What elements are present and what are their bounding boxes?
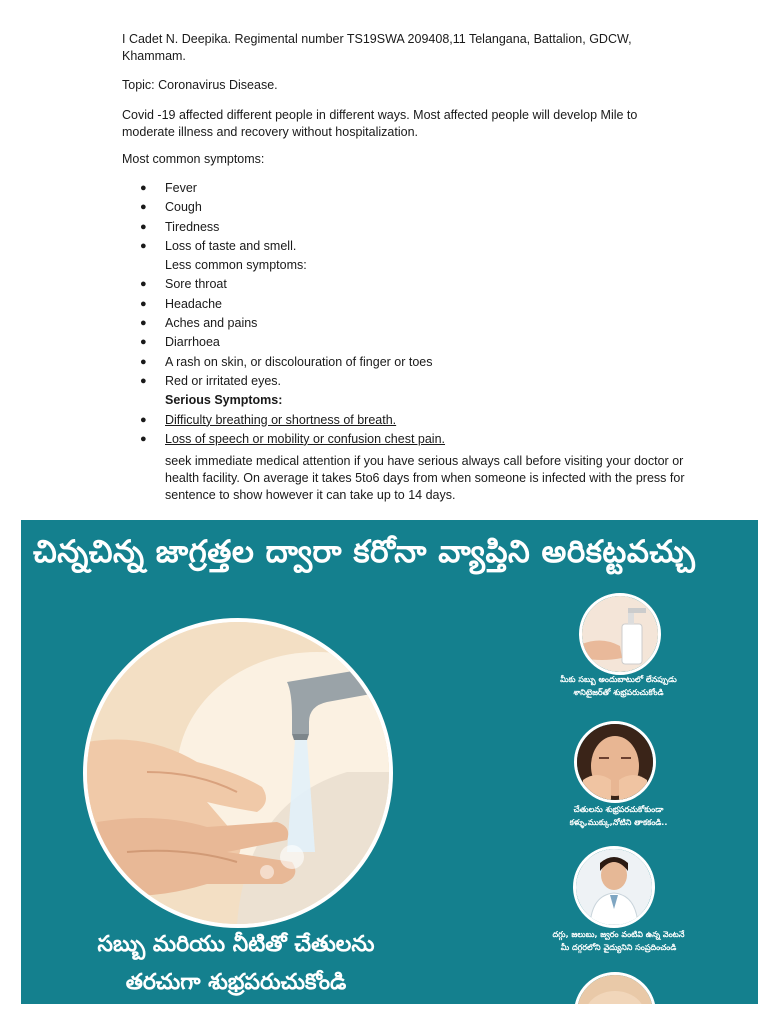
bullet-icon: ●	[140, 374, 147, 387]
bullet-icon: ●	[140, 297, 147, 310]
handwashing-illustration	[87, 622, 389, 924]
list-item: ● Aches and pains	[140, 316, 258, 331]
tip-doctor-line-2: మీ దగ్గరలోని వైద్యునిని సంప్రదించండి	[560, 943, 677, 952]
poster-title: చిన్నచిన్న జాగ్రత్తల ద్వారా కరోనా వ్యాప్తిని అరికట్టవచ్చు	[33, 534, 696, 570]
tip-face	[516, 803, 721, 829]
bullet-icon: ●	[140, 317, 147, 330]
covid-paragraph: Covid -19 affected different people in different ways. Most affected people will develop Mile to moderate illness and recovery without hospitalization.	[122, 108, 638, 139]
list-item: ● Headache	[140, 296, 222, 311]
tip-face-line-2: కళ్ళు,ముక్కు,నోటిని తాకకండి..	[569, 818, 668, 827]
bullet-icon: ●	[140, 239, 147, 252]
topic-line: Topic: Coronavirus Disease.	[122, 78, 278, 92]
list-item: ● Diarrhoea	[140, 335, 220, 350]
bullet-icon: ●	[140, 336, 147, 349]
tip-sanitizer	[516, 673, 721, 699]
list-item: ● A rash on skin, or discolouration of finger or toes	[140, 354, 433, 369]
list-item: ● Cough	[140, 200, 202, 215]
author-intro: I Cadet N. Deepika. Regimental number TS19SWA 209408,11 Telangana, Battalion, GDCW, Khammam.	[122, 32, 632, 63]
bullet-icon: ●	[140, 201, 147, 214]
document-page	[108, 0, 708, 518]
partial-tip-image	[574, 972, 656, 1004]
less-common-heading: Less common symptoms:	[165, 258, 307, 273]
symptom-list	[138, 180, 698, 450]
sanitizer-icon	[582, 596, 658, 672]
serious-heading: Serious Symptoms:	[165, 393, 283, 408]
face-image	[574, 721, 656, 803]
list-item: ● Tiredness	[140, 219, 220, 234]
tip-doctor	[516, 928, 721, 954]
cough-icon	[577, 975, 653, 1004]
tip-face-line-1: చేతులను శుభ్రపరచుకోకుండా	[573, 805, 664, 814]
sanitizer-image	[579, 593, 661, 675]
list-item: ● Loss of speech or mobility or confusion chest pain.	[140, 431, 446, 446]
bullet-icon: ●	[140, 182, 147, 194]
caption-line-2: తరచుగా శుభ్రపరుచుకోండి	[125, 970, 347, 995]
awareness-poster	[21, 520, 758, 1004]
bullet-icon: ●	[140, 220, 147, 233]
tip-doctor-line-1: దగ్గు, జలుబు, జ్వరం వంటివి ఉన్న వెంటనే	[552, 930, 685, 939]
list-item: ● Red or irritated eyes.	[140, 373, 282, 388]
bullet-icon: ●	[140, 355, 147, 368]
list-item: ● Loss of taste and smell.	[140, 238, 297, 253]
caption-line-1: సబ్బు మరియు నీటితో చేతులను	[97, 932, 375, 957]
handwashing-image	[83, 618, 393, 928]
bullet-icon: ●	[140, 278, 147, 291]
list-item: ● Fever	[140, 181, 197, 195]
face-touch-icon	[577, 724, 653, 800]
list-item: ● Difficulty breathing or shortness of breath.	[140, 412, 397, 427]
bullet-icon: ●	[140, 432, 147, 445]
doctor-image	[573, 846, 655, 928]
list-item: ● Sore throat	[140, 277, 227, 292]
closing-paragraph: seek immediate medical attention if you have serious always call before visiting your doctor or health facility. On average it takes 5to6 days from when someone is infected with the press for sentence to show however it can take up to 14 days.	[165, 454, 685, 502]
tip-sanitizer-line-2: శానిటైజర్‌తో శుభ్రపరుచుకోండి	[573, 688, 664, 697]
doctor-icon	[576, 849, 652, 925]
tip-sanitizer-line-1: మీకు సబ్బు అందుబాటులో లేనప్పుడు	[560, 675, 677, 684]
bullet-icon: ●	[140, 413, 147, 426]
most-common-heading: Most common symptoms:	[122, 152, 265, 166]
